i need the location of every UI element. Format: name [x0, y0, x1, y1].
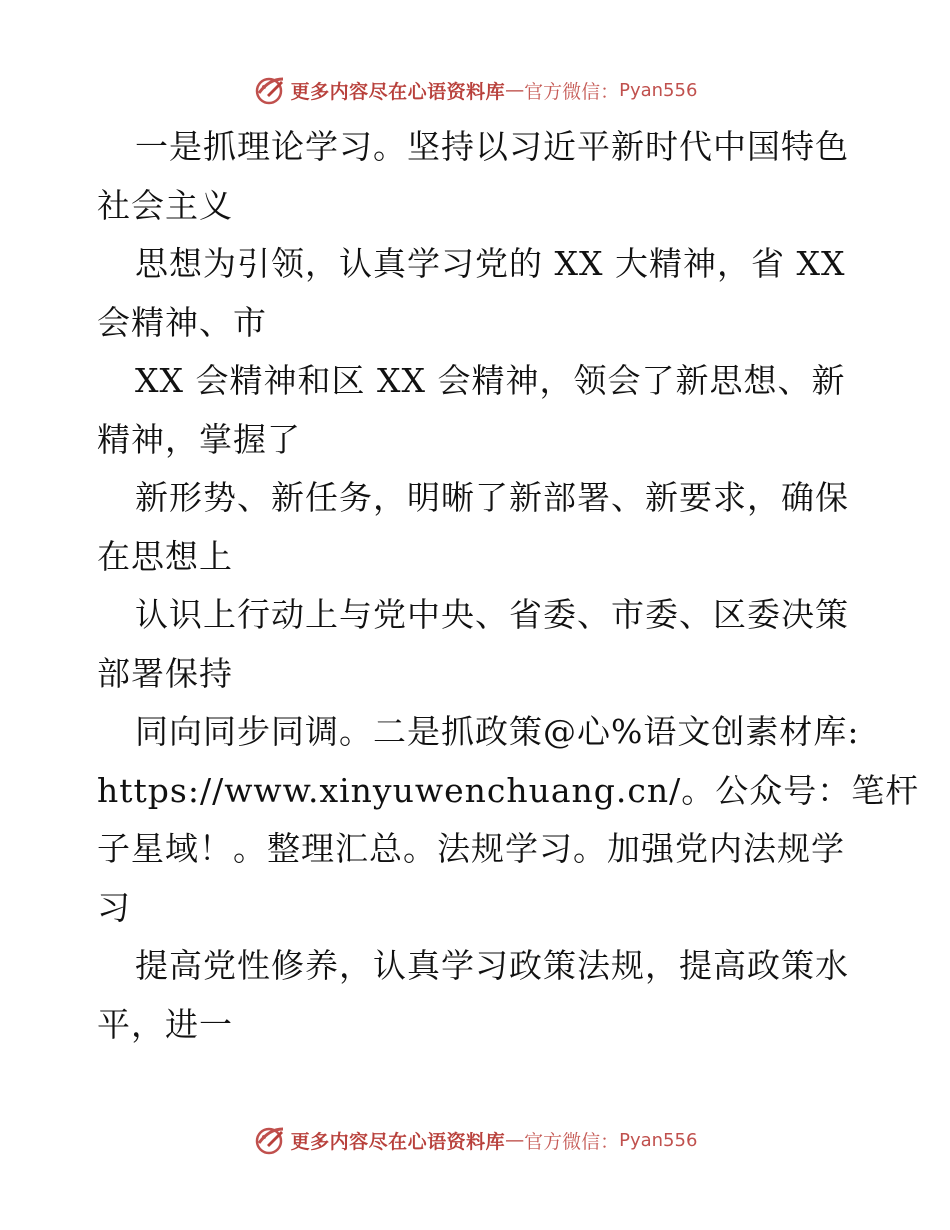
text-line: 会精神、市	[97, 302, 267, 342]
header-wechat-label: 官方微信：	[524, 80, 620, 103]
text-line: 同向同步同调。二是抓政策@心%语文创素材库:	[135, 712, 860, 751]
footer-brand-text: 更多内容尽在心语资料库	[290, 1130, 506, 1153]
footer-wechat-account: Pyan556	[619, 1129, 698, 1151]
pen-circle-logo-icon	[253, 1123, 287, 1157]
text-line: https://www.xinyuwenchuang.cn/。公众号：笔杆	[97, 770, 920, 810]
text-line: 一是抓理论学习。坚持以习近平新时代中国特色	[135, 127, 849, 166]
header-brand-text: 更多内容尽在心语资料库	[290, 80, 506, 103]
footer-dash: —	[505, 1129, 525, 1151]
header-promo-banner	[0, 70, 950, 110]
footer-wechat-label: 官方微信：	[524, 1130, 620, 1153]
text-line: 新形势、新任务，明晰了新部署、新要求，确保	[135, 478, 849, 517]
header-dash: —	[505, 79, 525, 101]
text-line: 子星域！。整理汇总。法规学习。加强党内法规学	[97, 829, 845, 868]
text-line: 部署保持	[97, 653, 233, 693]
text-line: XX 会精神和区 XX 会精神，领会了新思想、新	[135, 361, 846, 400]
text-line: 思想为引领，认真学习党的 XX 大精神，省 XX	[135, 244, 846, 283]
footer-promo-banner	[0, 1120, 950, 1160]
text-line: 社会主义	[97, 185, 233, 225]
pen-circle-logo-icon	[253, 73, 287, 107]
document-body	[97, 118, 920, 1054]
text-line: 认识上行动上与党中央、省委、市委、区委决策	[135, 595, 849, 634]
text-line: 习	[97, 887, 131, 927]
text-line: 平，进一	[97, 1004, 233, 1044]
header-wechat-account: Pyan556	[619, 79, 698, 101]
text-line: 提高党性修养，认真学习政策法规，提高政策水	[135, 946, 849, 985]
text-line: 在思想上	[97, 536, 233, 576]
text-line: 精神，掌握了	[97, 419, 301, 459]
